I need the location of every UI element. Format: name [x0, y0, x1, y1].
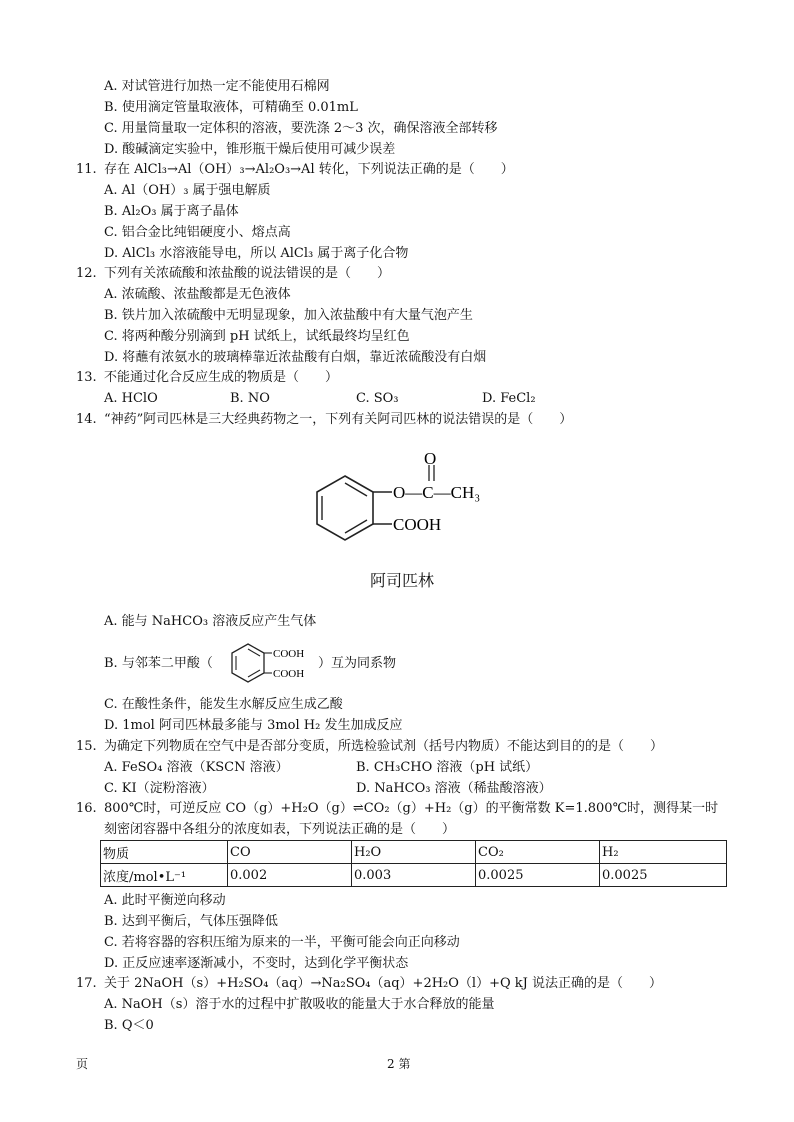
table-header-row [101, 841, 727, 864]
q13-stem: 不能通过化合反应生成的物质是（ ） [104, 370, 339, 385]
q14-number: 14. [76, 412, 97, 427]
prev-option-a: A. 对试管进行加热一定不能使用石棉网 [104, 79, 330, 94]
q12-option-c: C. 将两种酸分别滴到 pH 试纸上，试纸最终均呈红色 [104, 329, 410, 344]
phthalic-cooh-top: COOH [273, 648, 305, 660]
q16-option-c: C. 若将容器的容积压缩为原来的一半，平衡可能会向正向移动 [104, 935, 460, 950]
q14-option-a: A. 能与 NaHCO₃ 溶液反应产生气体 [104, 614, 317, 629]
q15-option-d: D. NaHCO₃ 溶液（稀盐酸溶液） [356, 781, 552, 796]
q17-number: 17. [76, 976, 97, 991]
footer-left: 页 [76, 1057, 89, 1071]
q11-option-c: C. 铝合金比纯铝硬度小、熔点高 [104, 225, 291, 240]
q11-number: 11. [76, 162, 97, 177]
q16-number: 16. [76, 801, 97, 816]
q14-option-b-prefix: B. 与邻苯二甲酸（ [104, 656, 213, 671]
q12-option-d: D. 将蘸有浓氨水的玻璃棒靠近浓盐酸有白烟，靠近浓硫酸没有白烟 [104, 350, 487, 365]
q13-option-c: C. SO₃ [356, 391, 399, 406]
table-row [101, 864, 727, 887]
q17-stem: 关于 2NaOH（s）+H₂SO₄（aq）→Na₂SO₄（aq）+2H₂O（l）+Q kJ 说法正确的是（ ） [104, 976, 662, 991]
structure-cooh: COOH [393, 515, 442, 534]
structure-carbonyl-o: O [424, 449, 437, 468]
table-cell: 0.0025 [600, 864, 727, 887]
table-cell: 浓度/mol•L⁻¹ [101, 864, 228, 887]
q11-option-b: B. Al₂O₃ 属于离子晶体 [104, 204, 239, 219]
table-cell: 0.002 [228, 864, 352, 887]
aspirin-structure [300, 448, 510, 548]
q13-option-b: B. NO [230, 391, 270, 406]
q16-stem-line2: 刻密闭容器中各组分的浓度如表，下列说法正确的是（ ） [104, 822, 456, 837]
table-header-cell: CO [228, 841, 352, 864]
q16-stem-line1: 800℃时，可逆反应 CO（g）+H₂O（g）⇌CO₂（g）+H₂（g）的平衡常数 K=1.800℃时，测得某一时 [104, 801, 719, 816]
q17-option-a: A. NaOH（s）溶于水的过程中扩散吸收的能量大于水合释放的能量 [104, 997, 495, 1012]
phthalic-acid-structure [226, 638, 321, 690]
q15-option-c: C. KI（淀粉溶液） [104, 781, 215, 796]
q16-option-b: B. 达到平衡后，气体压强降低 [104, 914, 278, 929]
q14-option-d: D. 1mol 阿司匹林最多能与 3mol H₂ 发生加成反应 [104, 718, 403, 733]
prev-option-b: B. 使用滴定管量取液体，可精确至 0.01mL [104, 100, 358, 115]
table-header-cell: H₂ [600, 841, 727, 864]
prev-option-c: C. 用量筒量取一定体积的溶液，要洗涤 2～3 次，确保溶液全部转移 [104, 121, 498, 136]
q16-option-a: A. 此时平衡逆向移动 [104, 893, 226, 908]
q15-option-b: B. CH₃CHO 溶液（pH 试纸） [356, 760, 539, 775]
structure-ester-chain: O—C—CH₃ [393, 483, 481, 502]
page-number: 2 第 [387, 1057, 411, 1071]
table-header-cell: CO₂ [476, 841, 600, 864]
q12-stem: 下列有关浓硫酸和浓盐酸的说法错误的是（ ） [104, 266, 391, 281]
q15-option-a: A. FeSO₄ 溶液（KSCN 溶液） [104, 760, 289, 775]
q13-option-a: A. HClO [104, 391, 158, 406]
q16-option-d: D. 正反应速率逐渐减小，不变时，达到化学平衡状态 [104, 956, 409, 971]
q11-stem: 存在 AlCl₃→Al（OH）₃→Al₂O₃→Al 转化，下列说法正确的是（ ） [104, 162, 514, 177]
q12-option-b: B. 铁片加入浓硫酸中无明显现象，加入浓盐酸中有大量气泡产生 [104, 308, 473, 323]
q13-option-d: D. FeCl₂ [482, 391, 536, 406]
q14-stem: “神药”阿司匹林是三大经典药物之一，下列有关阿司匹林的说法错误的是（ ） [104, 412, 573, 427]
q12-number: 12. [76, 266, 97, 281]
phthalic-cooh-bottom: COOH [273, 668, 305, 680]
q15-stem: 为确定下列物质在空气中是否部分变质，所选检验试剂（括号内物质）不能达到目的的是（ ） [104, 739, 664, 754]
q12-option-a: A. 浓硫酸、浓盐酸都是无色液体 [104, 287, 291, 302]
q14-option-b-suffix: ）互为同系物 [318, 656, 397, 671]
q11-option-d: D. AlCl₃ 水溶液能导电，所以 AlCl₃ 属于离子化合物 [104, 246, 409, 261]
q15-number: 15. [76, 739, 97, 754]
prev-option-d: D. 酸碱滴定实验中，锥形瓶干燥后使用可减少误差 [104, 142, 396, 157]
table-cell: 0.0025 [476, 864, 600, 887]
q11-option-a: A. Al（OH）₃ 属于强电解质 [104, 183, 271, 198]
q17-option-b: B. Q＜0 [104, 1018, 154, 1033]
structure-caption: 阿司匹林 [370, 571, 435, 590]
table-header-cell: H₂O [352, 841, 476, 864]
concentration-table [100, 840, 727, 887]
table-cell: 0.003 [352, 864, 476, 887]
table-header-cell: 物质 [101, 841, 228, 864]
q14-option-c: C. 在酸性条件，能发生水解反应生成乙酸 [104, 697, 343, 712]
q13-number: 13. [76, 370, 97, 385]
